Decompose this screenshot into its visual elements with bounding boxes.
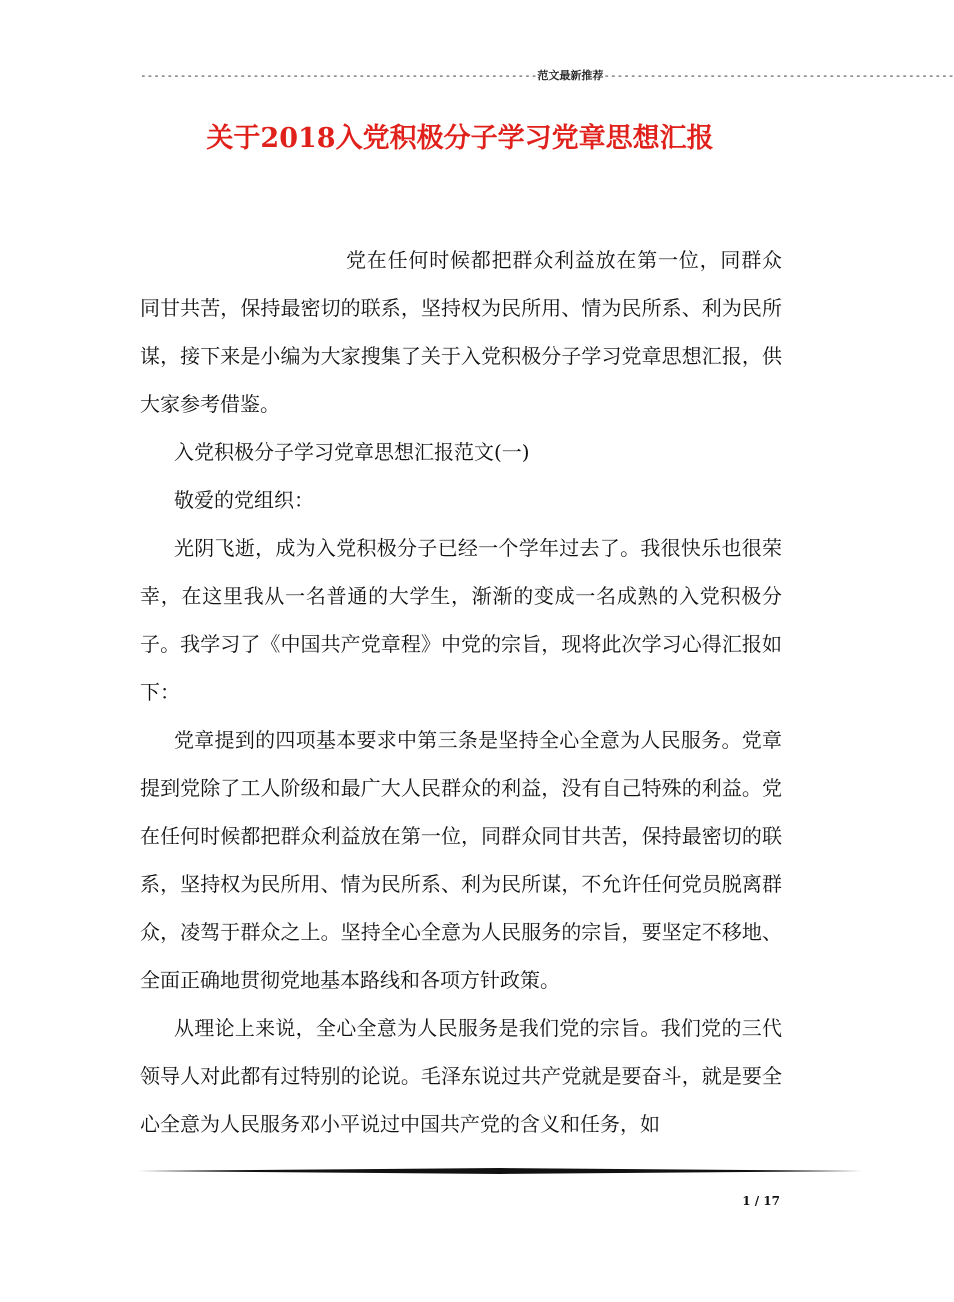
document-body [140,236,782,1148]
page-number: 1 / 17 [742,1194,780,1208]
body-paragraph: 党章提到的四项基本要求中第三条是坚持全心全意为人民服务。党章提到党除了工人阶级和最广大人民群众的利益，没有自己特殊的利益。党在任何时候都把群众利益放在第一位，同群众同甘共苦，保持最密切的联系，坚持权为民所用、情为民所系、利为民所谋，不允许任何党员脱离群众，凌驾于群众之上。坚持全心全意为人民服务的宗旨，要坚定不移地、全面正确地贯彻党地基本路线和各项方针政策。 [140,728,782,992]
intro-paragraph: 党在任何时候都把群众利益放在第一位，同群众同甘共苦，保持最密切的联系，坚持权为民所用、情为民所系、利为民所谋，接下来是小编为大家搜集了关于入党积极分子学习党章思想汇报，供大家参考借鉴。 [140,248,782,416]
footer-rule [138,1168,862,1174]
section-heading: 入党积极分子学习党章思想汇报范文(一) [174,440,530,464]
header-dashes-left: ------------------------------------------------------------ [140,69,538,82]
header-dashes-right: ----------------------------------------------------- [603,69,954,82]
body-paragraph: 从理论上来说，全心全意为人民服务是我们党的宗旨。我们党的三代领导人对此都有过特别的论说。毛泽东说过共产党就是要奋斗，就是要全心全意为人民服务邓小平说过中国共产党的含义和任务，如 [140,1016,782,1136]
page-header [140,68,954,84]
body-paragraph: 光阴飞逝，成为入党积极分子已经一个学年过去了。我很快乐也很荣幸，在这里我从一名普通的大学生，渐渐的变成一名成熟的入党积极分子。我学习了《中国共产党章程》中党的宗旨，现将此次学习心得汇报如下： [140,536,782,704]
salutation: 敬爱的党组织： [174,488,314,512]
header-label: 范文最新推荐 [537,69,604,82]
document-title: 关于2018入党积极分子学习党章思想汇报 [206,123,714,154]
